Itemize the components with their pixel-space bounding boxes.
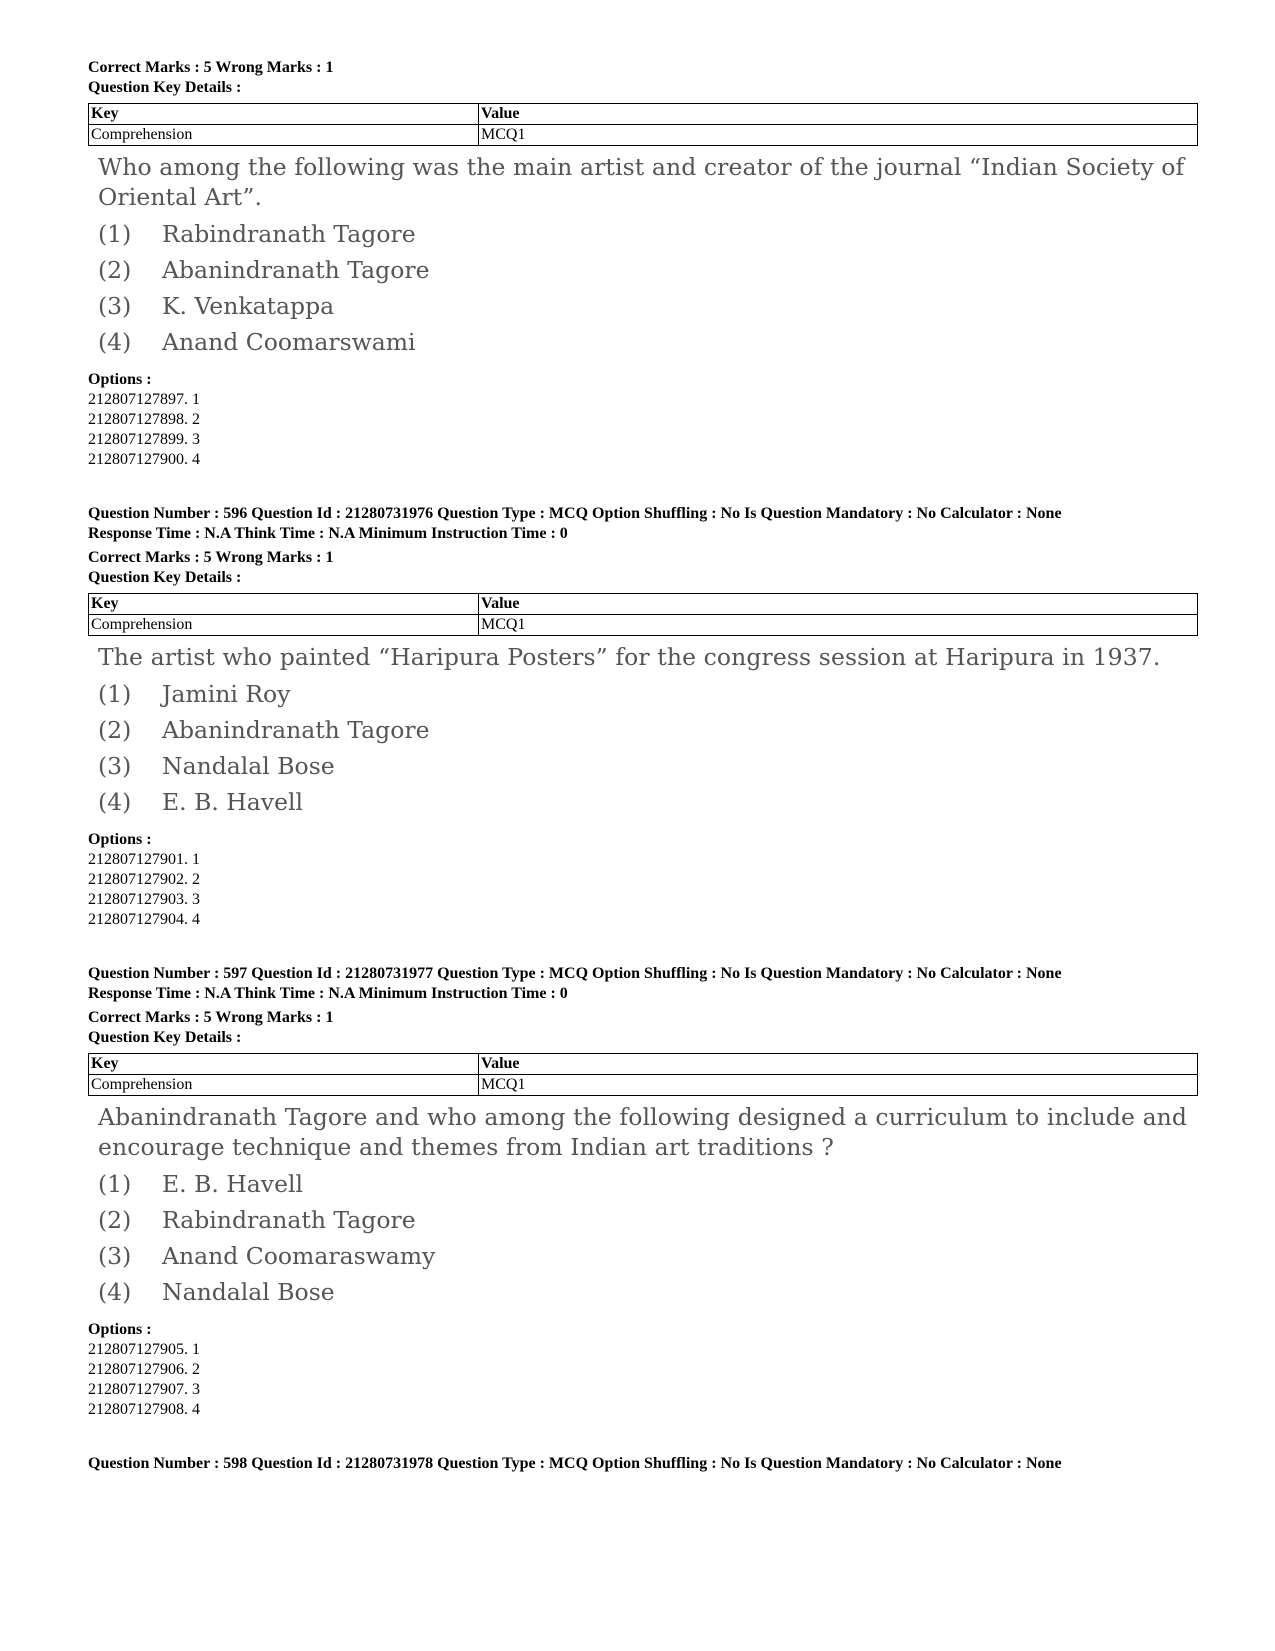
key-details-table [88,593,1198,636]
choice-text: Rabindranath Tagore [162,1206,416,1234]
question-header: Question Number : 596 Question Id : 21280731976 Question Type : MCQ Option Shuffling : No Is Question Mandatory : No Calculator : None [88,505,1062,522]
choice-number: (4) [98,788,132,816]
option-id-line: 212807127907. 3 [88,1381,200,1398]
key-header: Key [89,594,479,615]
key-details-label: Question Key Details : [88,569,242,586]
choice-4 [98,324,1198,360]
choice-4 [98,1274,1198,1310]
value-header: Value [479,104,1198,125]
key-details-label: Question Key Details : [88,1029,242,1046]
question-text: Abanindranath Tagore and who among the following designed a curriculum to include and encourage technique and themes from Indian art traditions ? [98,1103,1188,1161]
choice-2 [98,1202,1198,1238]
choice-1 [98,1166,1198,1202]
choice-2 [98,712,1198,748]
choice-1 [98,216,1198,252]
choice-number: (2) [98,1206,132,1234]
key-details-label: Question Key Details : [88,79,242,96]
key-cell: Comprehension [89,615,479,636]
response-time-line: Response Time : N.A Think Time : N.A Minimum Instruction Time : 0 [88,525,568,542]
choice-text: Rabindranath Tagore [162,220,416,248]
choice-text: Anand Coomarswami [162,328,416,356]
value-cell: MCQ1 [479,125,1198,146]
choice-number: (4) [98,1278,132,1306]
option-id-line: 212807127900. 4 [88,451,200,468]
choice-number: (3) [98,1242,132,1270]
key-details-table [88,103,1198,146]
choice-number: (2) [98,716,132,744]
key-cell: Comprehension [89,1075,479,1096]
response-time-line: Response Time : N.A Think Time : N.A Minimum Instruction Time : 0 [88,985,568,1002]
choice-number: (3) [98,292,132,320]
key-details-table [88,1053,1198,1096]
options-label: Options : [88,1321,152,1338]
choice-text: Anand Coomaraswamy [162,1242,436,1270]
marks-line: Correct Marks : 5 Wrong Marks : 1 [88,59,334,76]
table-row [89,1075,1198,1096]
option-id-line: 212807127903. 3 [88,891,200,908]
choice-3 [98,748,1198,784]
choice-text: E. B. Havell [162,788,304,816]
option-id-line: 212807127905. 1 [88,1341,200,1358]
marks-line: Correct Marks : 5 Wrong Marks : 1 [88,1009,334,1026]
table-header-row [89,594,1198,615]
choice-number: (3) [98,752,132,780]
choice-2 [98,252,1198,288]
choice-text: Abanindranath Tagore [162,256,430,284]
key-cell: Comprehension [89,125,479,146]
question-image [98,1102,1198,1310]
choice-text: Nandalal Bose [162,1278,335,1306]
value-header: Value [479,594,1198,615]
option-id-line: 212807127898. 2 [88,411,200,428]
question-block-595 [88,58,1198,470]
choice-text: Abanindranath Tagore [162,716,430,744]
question-block-598 [88,1454,1198,1474]
table-header-row [89,104,1198,125]
choice-text: K. Venkatappa [162,292,335,320]
option-id-line: 212807127897. 1 [88,391,200,408]
marks-line: Correct Marks : 5 Wrong Marks : 1 [88,549,334,566]
option-id-line: 212807127901. 1 [88,851,200,868]
key-header: Key [89,1054,479,1075]
option-id-line: 212807127906. 2 [88,1361,200,1378]
choice-text: E. B. Havell [162,1170,304,1198]
table-row [89,125,1198,146]
question-header: Question Number : 598 Question Id : 21280731978 Question Type : MCQ Option Shuffling : No Is Question Mandatory : No Calculator : None [88,1455,1062,1472]
question-block-596 [88,504,1198,930]
option-id-line: 212807127902. 2 [88,871,200,888]
question-text: Who among the following was the main artist and creator of the journal “Indian Society of Oriental Art”. [98,153,1185,211]
choice-1 [98,676,1198,712]
question-image [98,642,1198,820]
table-row [89,615,1198,636]
choice-number: (1) [98,220,132,248]
question-header: Question Number : 597 Question Id : 21280731977 Question Type : MCQ Option Shuffling : No Is Question Mandatory : No Calculator : None [88,965,1062,982]
option-id-line: 212807127899. 3 [88,431,200,448]
choice-3 [98,288,1198,324]
table-header-row [89,1054,1198,1075]
options-label: Options : [88,371,152,388]
value-cell: MCQ1 [479,1075,1198,1096]
question-text: The artist who painted “Haripura Posters” for the congress session at Haripura in 1937. [98,643,1161,671]
choice-4 [98,784,1198,820]
option-id-line: 212807127908. 4 [88,1401,200,1418]
exam-page [88,58,1198,1474]
value-header: Value [479,1054,1198,1075]
question-image [98,152,1198,360]
choice-3 [98,1238,1198,1274]
choice-number: (1) [98,1170,132,1198]
choice-number: (1) [98,680,132,708]
option-id-line: 212807127904. 4 [88,911,200,928]
choice-number: (4) [98,328,132,356]
options-label: Options : [88,831,152,848]
question-block-597 [88,964,1198,1420]
value-cell: MCQ1 [479,615,1198,636]
choice-number: (2) [98,256,132,284]
choice-text: Nandalal Bose [162,752,335,780]
key-header: Key [89,104,479,125]
choice-text: Jamini Roy [162,680,291,708]
